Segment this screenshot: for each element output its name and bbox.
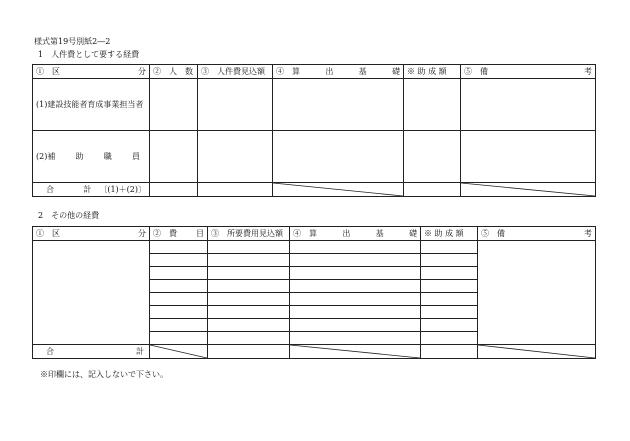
basis-cell[interactable] <box>290 280 421 293</box>
header-basis: ④ 算 出 基 礎 <box>273 65 404 79</box>
header-required-cost: ③ 所要費用見込額 <box>208 227 290 241</box>
total-basis-slashed <box>273 183 404 197</box>
subsidy-cell <box>421 319 478 332</box>
header-basis: ④ 算 出 基 礎 <box>290 227 421 241</box>
subsidy-cell <box>421 332 478 345</box>
count-cell[interactable] <box>150 131 198 183</box>
item-cell[interactable] <box>150 241 208 254</box>
basis-cell[interactable] <box>290 293 421 306</box>
header-subsidy: ※ 助 成 額 <box>404 65 461 79</box>
header-category: ① 区 分 <box>33 227 150 241</box>
cost-cell[interactable] <box>208 319 290 332</box>
subsidy-cell <box>421 293 478 306</box>
cost-cell[interactable] <box>208 267 290 280</box>
section1-heading: 1 人件費として要する経費 <box>38 50 140 59</box>
category-cell[interactable] <box>33 241 150 345</box>
total-subsidy <box>421 345 478 359</box>
total-label: 合 計 <box>33 345 150 359</box>
form-number: 様式第19号別紙2―2 <box>34 37 111 46</box>
subsidy-cell <box>421 306 478 319</box>
cost-cell[interactable] <box>208 241 290 254</box>
basis-cell[interactable] <box>290 319 421 332</box>
subsidy-cell <box>421 280 478 293</box>
header-category: ① 区 分 <box>33 65 150 79</box>
table-row <box>33 79 596 131</box>
item-cell[interactable] <box>150 332 208 345</box>
total-count[interactable] <box>150 183 198 197</box>
header-subsidy: ※ 助 成 額 <box>421 227 478 241</box>
basis-cell[interactable] <box>290 332 421 345</box>
remarks-cell[interactable] <box>478 241 596 345</box>
remarks-cell[interactable] <box>461 79 596 131</box>
item-cell[interactable] <box>150 306 208 319</box>
total-remarks-slashed <box>478 345 596 359</box>
total-cost[interactable] <box>198 183 273 197</box>
cost-cell[interactable] <box>208 293 290 306</box>
header-count: ② 人 数 <box>150 65 198 79</box>
subsidy-cell <box>421 267 478 280</box>
item-cell[interactable] <box>150 319 208 332</box>
count-cell[interactable] <box>150 79 198 131</box>
item-cell[interactable] <box>150 267 208 280</box>
basis-cell[interactable] <box>273 79 404 131</box>
personnel-cost-table <box>32 64 596 197</box>
cost-cell[interactable] <box>208 306 290 319</box>
basis-cell[interactable] <box>290 267 421 280</box>
subsidy-cell <box>421 241 478 254</box>
subsidy-cell <box>421 254 478 267</box>
total-label: 合 計 〔(1)＋(2)〕 <box>33 183 150 197</box>
header-item: ② 費 目 <box>150 227 208 241</box>
subsidy-cell <box>404 79 461 131</box>
basis-cell[interactable] <box>290 306 421 319</box>
basis-cell[interactable] <box>273 131 404 183</box>
header-remarks: ⑤ 備 考 <box>461 65 596 79</box>
footnote: ※印欄には、記入しないで下さい。 <box>40 370 168 379</box>
header-row <box>33 227 596 241</box>
basis-cell[interactable] <box>290 254 421 267</box>
subsidy-cell <box>404 131 461 183</box>
item-cell[interactable] <box>150 280 208 293</box>
cost-cell[interactable] <box>198 131 273 183</box>
row-label: (2)補 助 職 員 <box>33 131 150 183</box>
header-personnel-cost: ③ 人件費見込額 <box>198 65 273 79</box>
cost-cell[interactable] <box>198 79 273 131</box>
item-cell[interactable] <box>150 293 208 306</box>
total-row <box>33 183 596 197</box>
remarks-cell[interactable] <box>461 131 596 183</box>
item-cell[interactable] <box>150 254 208 267</box>
total-remarks-slashed <box>461 183 596 197</box>
row-label: (1)建設技能者育成事業担当者 <box>33 79 150 131</box>
basis-cell[interactable] <box>290 241 421 254</box>
total-cost[interactable] <box>208 345 290 359</box>
total-item-slashed <box>150 345 208 359</box>
header-row <box>33 65 596 79</box>
total-subsidy <box>404 183 461 197</box>
header-remarks: ⑤ 備 考 <box>478 227 596 241</box>
total-basis-slashed <box>290 345 421 359</box>
cost-cell[interactable] <box>208 332 290 345</box>
total-row <box>33 345 596 359</box>
section2-heading: 2 その他の経費 <box>38 211 100 220</box>
other-expenses-table <box>32 226 596 359</box>
table-row <box>33 131 596 183</box>
cost-cell[interactable] <box>208 254 290 267</box>
table-row <box>33 241 596 254</box>
cost-cell[interactable] <box>208 280 290 293</box>
